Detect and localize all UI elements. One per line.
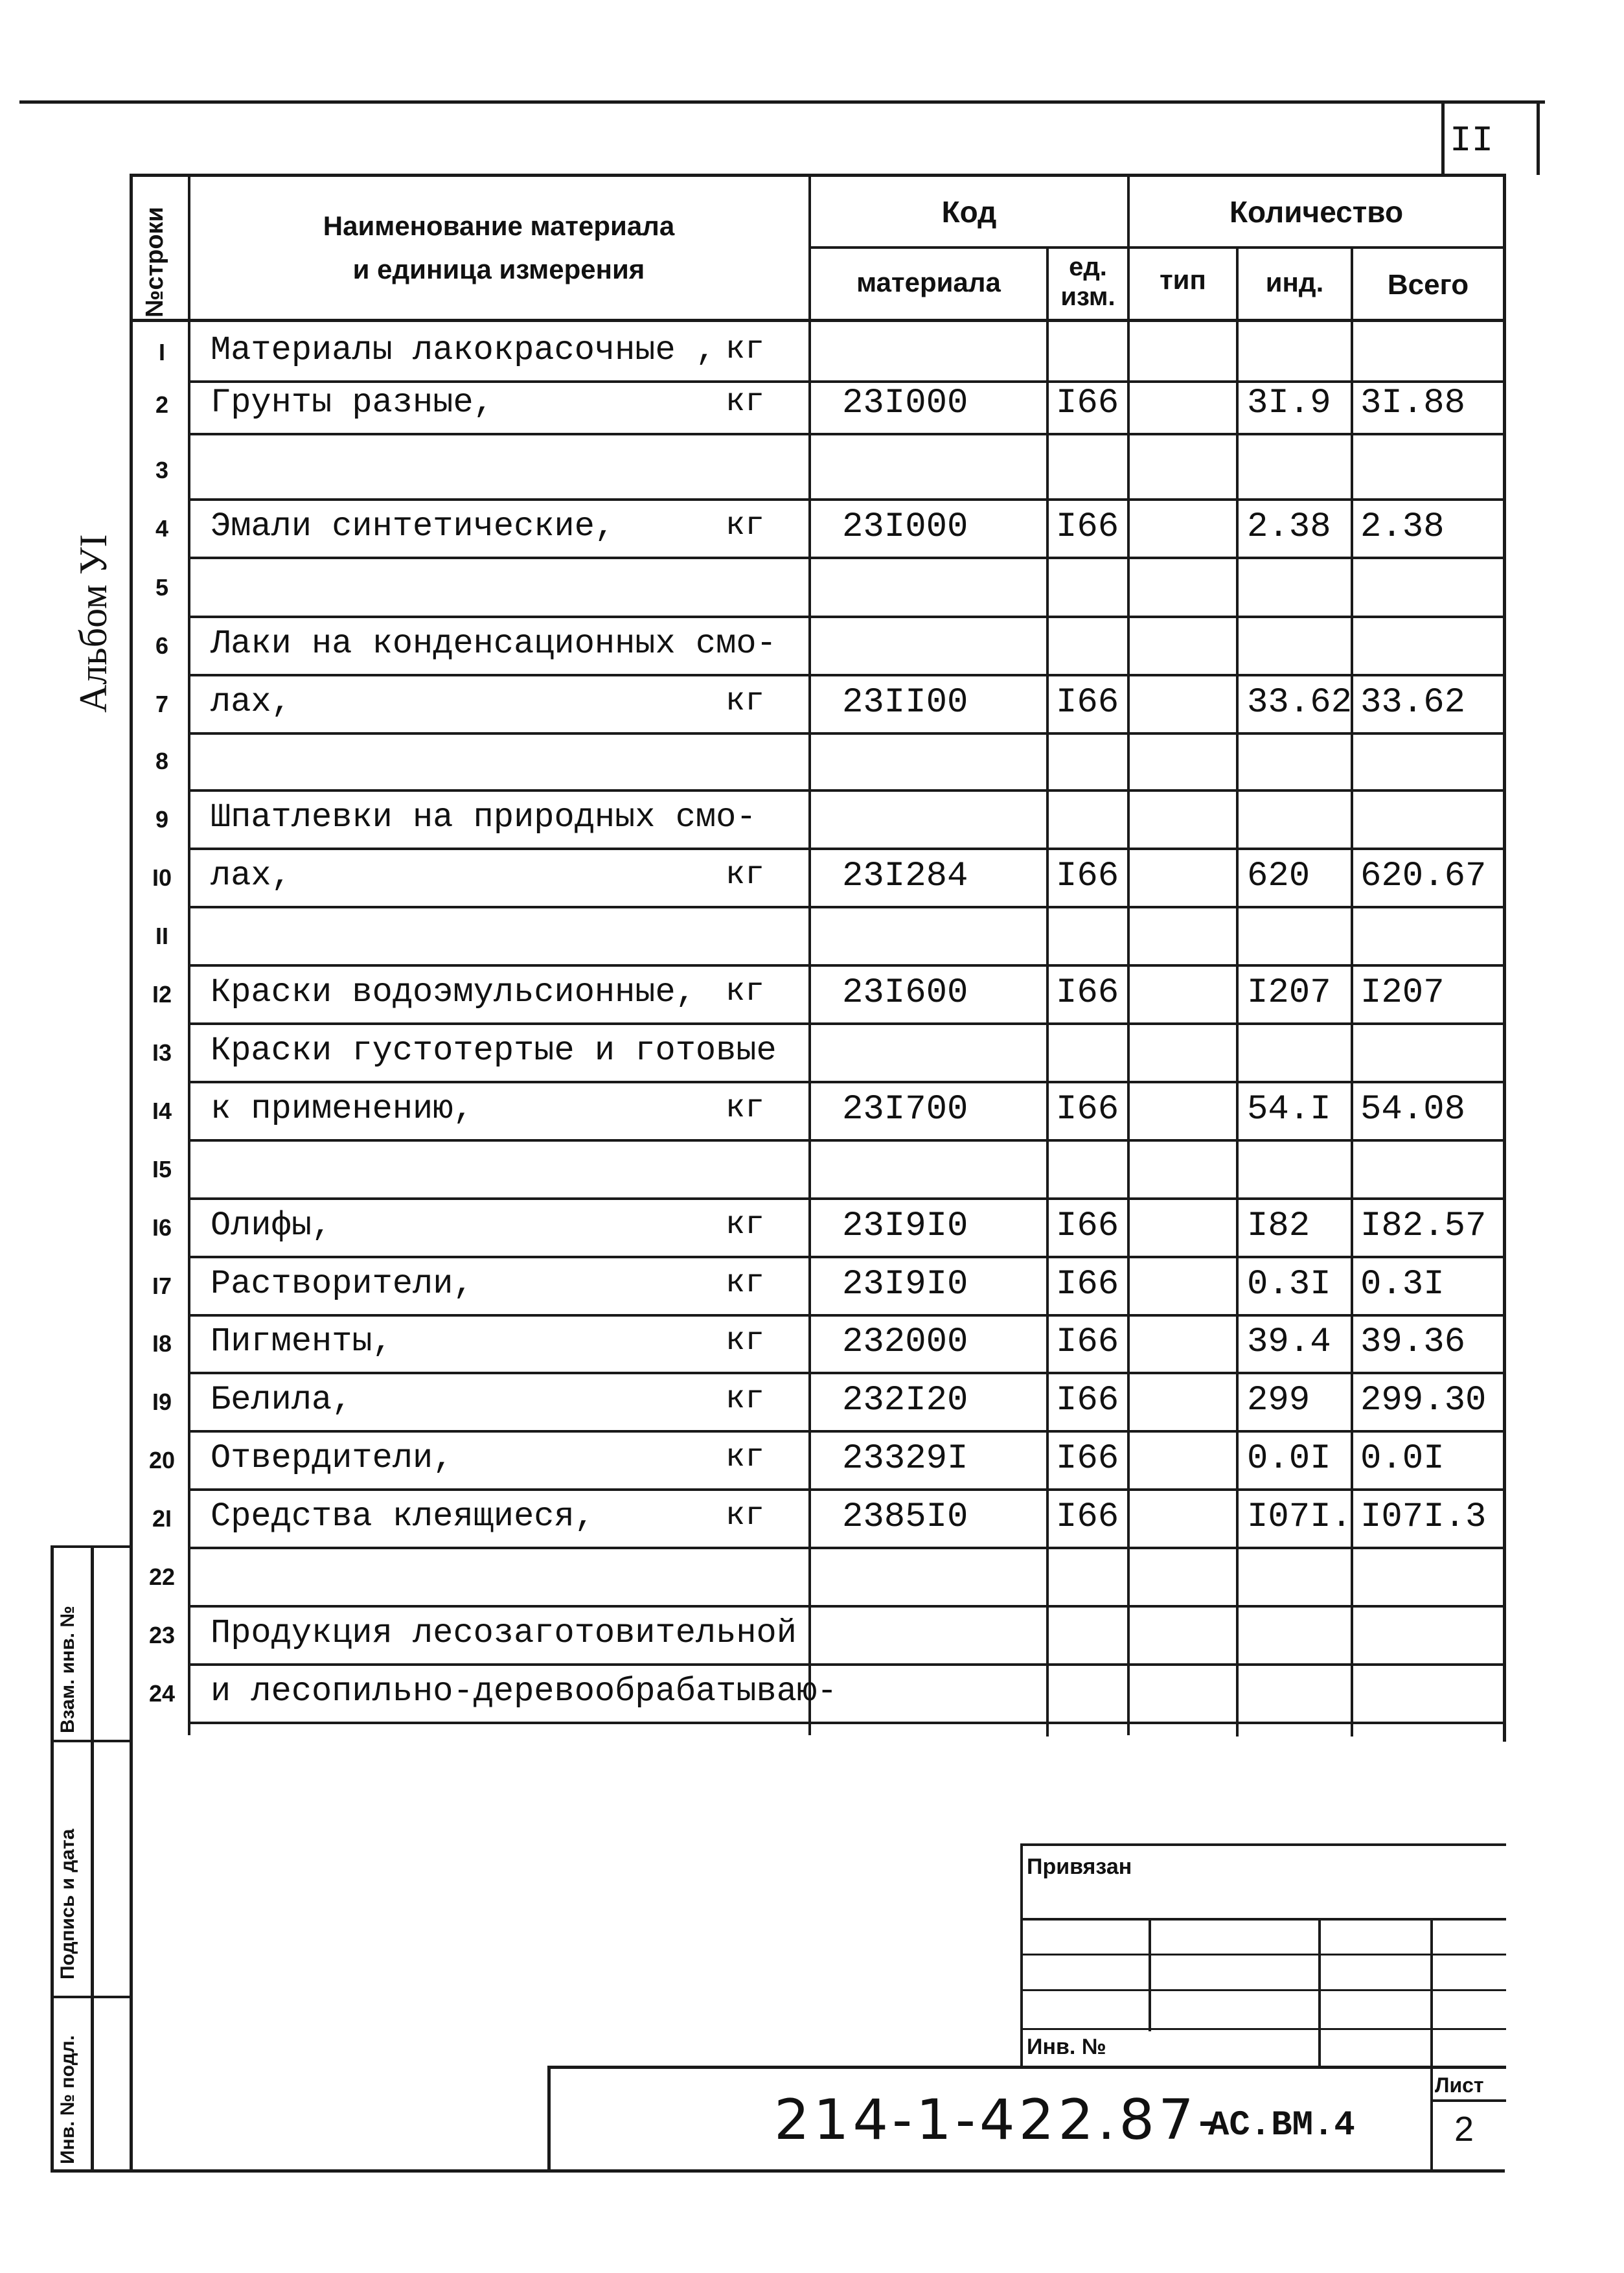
stamp-designation-typed: АС.ВМ.4 [1208,2106,1355,2145]
row-measure-code: I66 [1056,683,1119,722]
row-measure-code: I66 [1056,1497,1119,1537]
row-material-code: 23I9I0 [842,1265,968,1304]
row-number: I5 [152,1156,172,1183]
row-material-name: к применению, [211,1090,474,1128]
row-separator [188,1022,1506,1025]
row-unit: кг [726,973,765,1010]
stamp-sheet-label: Лист [1435,2073,1484,2097]
header-name-line2: и единица измерения [352,254,645,284]
row-quantity-total: I07I.3 [1360,1497,1487,1537]
row-unit: кг [726,507,765,544]
stamp-sheet-number: 2 [1454,2110,1474,2149]
row-quantity-ind: I207 [1247,973,1331,1013]
row-material-name: Краски густотертые и готовые [211,1032,777,1070]
row-unit: кг [726,683,765,720]
row-material-code: 23I000 [842,507,968,547]
header-material: материала [856,267,1001,297]
row-number: I3 [152,1039,172,1066]
page-number-box-right [1537,100,1540,175]
margin-sign-date: Подпись и дата [57,1829,78,1979]
row-number: 7 [155,691,169,717]
row-number: I8 [152,1330,172,1357]
row-material-code: 2385I0 [842,1497,968,1537]
header-unit-line2: изм. [1060,283,1115,311]
row-quantity-total: I82.57 [1360,1206,1487,1246]
row-quantity-total: 0.3I [1360,1265,1445,1304]
row-quantity-ind: I82 [1247,1206,1310,1246]
row-material-code: 23I284 [842,857,968,896]
stamp-privyazan: Привязан [1027,1854,1132,1879]
row-material-name: и лесопильно-деревообрабатываю- [211,1672,838,1711]
row-number: 8 [155,748,169,774]
row-quantity-total: 33.62 [1360,683,1466,722]
row-material-code: 23I000 [842,384,968,423]
row-quantity-ind: 0.3I [1247,1265,1331,1304]
row-number: I9 [152,1389,172,1415]
margin-vzam-inv: Взам. инв. № [57,1606,78,1733]
row-unit: кг [726,1206,765,1243]
row-material-name: Отвердители, [211,1439,453,1477]
row-measure-code: I66 [1056,973,1119,1013]
header-ind: инд. [1265,267,1324,297]
row-separator [188,848,1506,850]
row-separator [188,1605,1506,1608]
row-quantity-ind: 33.62 [1247,683,1353,722]
top-rule [19,100,1545,104]
row-quantity-ind: 620 [1247,857,1310,896]
row-number: I7 [152,1273,172,1299]
margin-inv-orig: Инв. № подл. [57,2035,78,2164]
row-material-name: Средства клеящиеся, [211,1497,595,1536]
row-number: I4 [152,1098,172,1124]
row-separator [188,906,1506,908]
row-number: 23 [148,1622,176,1648]
row-quantity-total: 0.0I [1360,1439,1445,1479]
row-material-name: Олифы, [211,1206,332,1245]
row-measure-code: I66 [1056,1381,1119,1420]
row-unit: кг [726,1439,765,1476]
stamp-inv-no: Инв. № [1027,2035,1106,2059]
row-number: I2 [152,981,172,1008]
row-measure-code: I66 [1056,857,1119,896]
row-unit: кг [726,1265,765,1302]
row-unit: кг [726,857,765,894]
row-separator [188,1197,1506,1200]
row-number: 6 [155,632,169,659]
row-number: 5 [155,574,169,601]
header-unit-line1: ед. [1069,253,1107,281]
row-separator [188,674,1506,676]
row-material-code: 23I700 [842,1090,968,1129]
album-label: Альбом УI [72,534,115,713]
row-number: I [158,339,165,365]
header-name-line1: Наименование материала [323,211,675,241]
row-quantity-total: 39.36 [1360,1322,1466,1362]
row-number: I0 [152,864,172,891]
header-type: тип [1160,264,1206,295]
row-quantity-ind: 0.0I [1247,1439,1331,1479]
row-number: II [155,923,168,949]
row-separator [188,1081,1506,1083]
row-material-name: Материалы лакокрасочные , [211,331,716,369]
row-material-code: 23329I [842,1439,968,1479]
row-number: 4 [155,515,169,542]
header-row-no: №строки [141,207,168,317]
header-quantity: Количество [1229,195,1404,229]
row-separator [188,1663,1506,1666]
row-material-name: Грунты разные, [211,384,494,422]
row-separator [188,616,1506,618]
row-material-code: 23II00 [842,683,968,722]
row-material-name: Белила, [211,1381,352,1419]
row-separator [188,380,1506,383]
row-quantity-ind: 2.38 [1247,507,1331,547]
row-quantity-total: 3I.88 [1360,384,1466,423]
row-quantity-total: 299.30 [1360,1381,1487,1420]
row-separator [188,433,1506,435]
row-number: 22 [148,1563,176,1590]
row-quantity-ind: 3I.9 [1247,384,1331,423]
row-quantity-ind: 39.4 [1247,1322,1331,1362]
row-separator [188,1372,1506,1374]
row-unit: кг [726,384,765,421]
row-unit: кг [726,1090,765,1127]
row-unit: кг [726,1322,765,1359]
row-unit: кг [726,1497,765,1534]
row-measure-code: I66 [1056,1090,1119,1129]
row-number: 20 [148,1447,176,1473]
row-measure-code: I66 [1056,384,1119,423]
row-separator [188,1430,1506,1433]
header-code: Код [941,195,997,229]
row-quantity-ind: 299 [1247,1381,1310,1420]
row-separator [188,1256,1506,1258]
row-material-name: Растворители, [211,1265,474,1303]
row-unit: кг [726,1381,765,1418]
row-quantity-total: I207 [1360,973,1445,1013]
row-quantity-total: 2.38 [1360,507,1445,547]
row-material-name: Эмали синтетические, [211,507,615,546]
row-measure-code: I66 [1056,507,1119,547]
row-separator [188,964,1506,967]
row-quantity-ind: I07I. [1247,1497,1353,1537]
row-separator [188,557,1506,559]
row-material-name: Пигменты, [211,1322,393,1361]
page-number-box-left [1441,100,1445,175]
row-material-name: Шпатлевки на природных смо- [211,798,757,837]
row-separator [188,1722,1506,1724]
row-separator [188,1547,1506,1549]
row-quantity-ind: 54.I [1247,1090,1331,1129]
row-material-code: 232000 [842,1322,968,1362]
row-separator [188,732,1506,735]
row-separator [188,498,1506,501]
row-separator [188,789,1506,792]
row-measure-code: I66 [1056,1439,1119,1479]
row-number: 24 [148,1680,176,1707]
row-separator [188,1488,1506,1491]
row-material-name: Продукция лесозаготовительной [211,1614,797,1652]
row-number: I6 [152,1214,172,1241]
row-quantity-total: 620.67 [1360,857,1487,896]
row-material-name: Лаки на конденсационных смо- [211,625,777,663]
row-material-code: 23I9I0 [842,1206,968,1246]
row-number: 3 [155,457,169,483]
row-separator [188,1139,1506,1142]
row-quantity-total: 54.08 [1360,1090,1466,1129]
row-number: 2 [155,391,169,418]
row-material-name: лах, [211,857,292,895]
row-number: 2I [152,1505,172,1532]
row-unit: кг [726,331,765,368]
row-material-code: 23I600 [842,973,968,1013]
row-separator [188,1314,1506,1317]
row-number: 9 [155,806,169,833]
row-measure-code: I66 [1056,1206,1119,1246]
row-material-code: 232I20 [842,1381,968,1420]
row-measure-code: I66 [1056,1265,1119,1304]
stamp-designation-hand: 214-1-422.87- [774,2088,1222,2152]
row-measure-code: I66 [1056,1322,1119,1362]
row-material-name: лах, [211,683,292,721]
header-total: Всего [1387,269,1469,301]
row-material-name: Краски водоэмульсионные, [211,973,696,1011]
page-number: II [1450,120,1494,161]
